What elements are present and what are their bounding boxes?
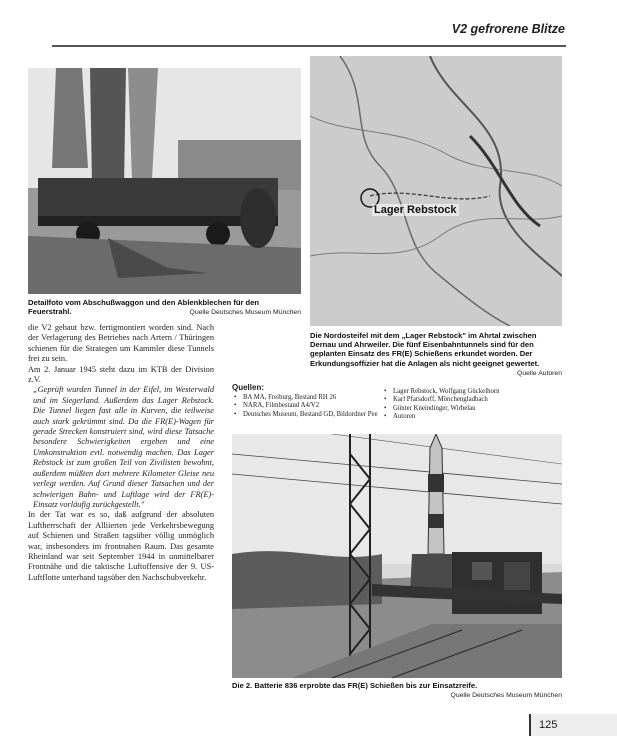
photo-top-left-caption: Detailfoto vom Abschußwaggon und den Ablenkblechen für den Feuerstrahl.: [28, 298, 260, 317]
source-item: • Karl Pfarsdorff, Mönchengladbach: [384, 396, 556, 404]
map-label-lager-rebstock: Lager Rebstock: [374, 204, 457, 216]
body-paragraph-1: die V2 gebaut bzw. fertigmontiert worden sind. Nach der Verlagerung des Betriebes nach Artern / Thüringen schienen für die Strategen um Kammler diese Tunnels frei zu sein.: [28, 323, 214, 364]
body-paragraph-2: Am 2. Januar 1945 steht dazu im KTB der Division z.V.: [28, 364, 214, 385]
source-item: • NARA, Filmbestand A4/V2: [234, 402, 396, 410]
source-item: • Deutsches Museum, Bestand GD, Bildordner Pee: [234, 411, 396, 419]
source-item: • Lager Rebstock, Wolfgang Gückelhorn: [384, 388, 556, 396]
source-item: • Autoren: [384, 413, 556, 421]
battery-rocket-photo: [232, 434, 562, 678]
sources-heading: Quellen:: [232, 383, 265, 392]
map-credit: Quelle Autoren: [517, 370, 562, 377]
launch-wagon-photo: [28, 68, 301, 294]
header-rule: [52, 45, 566, 47]
body-paragraph-3: In der Tat war es so, daß aufgrund der absoluten Luftherrschaft der Alliierten jede Verkehrsbewegung auf Schienen und Straßen tagsüber völlig unmöglich war, insbesonders im frontnahen Raum. Das gesamte Rheinland war seit September 1944 in unmittelbarer Frontnähe und die taktische Luftoffensive der 9. US-Luftflotte unterband tagsüber den Nachschubverkehr.: [28, 510, 214, 582]
page-number: 125: [529, 714, 617, 736]
ktb-quote: „Geprüft wurden Tunnel in der Eifel, im Westerwald und im Siegerland. Außerdem das Lager Rebstock. Die Tunnel liegen fast alle in Kurven, die teilweise auch stark gekrümmt sind. Da die FR(E)-Wagen für gerade Strecken konstruiert sind, wird diese Tatsache besondere Schwierigkeiten ergeben und eine Umkonstruktion evtl. notwendig machen. Das Lager Rebstock ist zum großen Teil von Zivilisten bewohnt, außerdem müßten dort mehrere Kilometer Gleise neu verlegt werden. Auf Grund dieser Tatsachen und der schwierigen Bahn- und Luftlage wird der FR(E)-Einsatz vorläufig zurückgestellt.": [33, 385, 214, 509]
source-item: • BA MA, Freiburg, Bestand RH 26: [234, 394, 396, 402]
photo-top-left-credit: Quelle Deutsches Museum München: [189, 309, 301, 316]
map-figure: [310, 56, 562, 326]
source-item: • Günter Kneindinger, Wirbelau: [384, 405, 556, 413]
map-caption: Die Nordosteifel mit dem „Lager Rebstock" im Ahrtal zwischen Dernau und Ahrweiler. Die fünf Eisenbahntunnels sind für den geplanten Einsatz des FR(E) Schießens erkundet worden. Der Erkundungsoffizier hat die Anlagen als nicht geeignet gewertet.: [310, 331, 540, 368]
sources-list-left: [234, 394, 396, 419]
running-title: V2 gefrorene Blitze: [451, 22, 565, 36]
body-text-column: [28, 323, 214, 583]
sources-list-right: [384, 388, 556, 422]
photo-bottom-caption: Die 2. Batterie 836 erprobte das FR(E) Schießen bis zur Einsatzreife.: [232, 681, 478, 690]
photo-bottom-credit: Quelle Deutsches Museum München: [450, 692, 562, 699]
